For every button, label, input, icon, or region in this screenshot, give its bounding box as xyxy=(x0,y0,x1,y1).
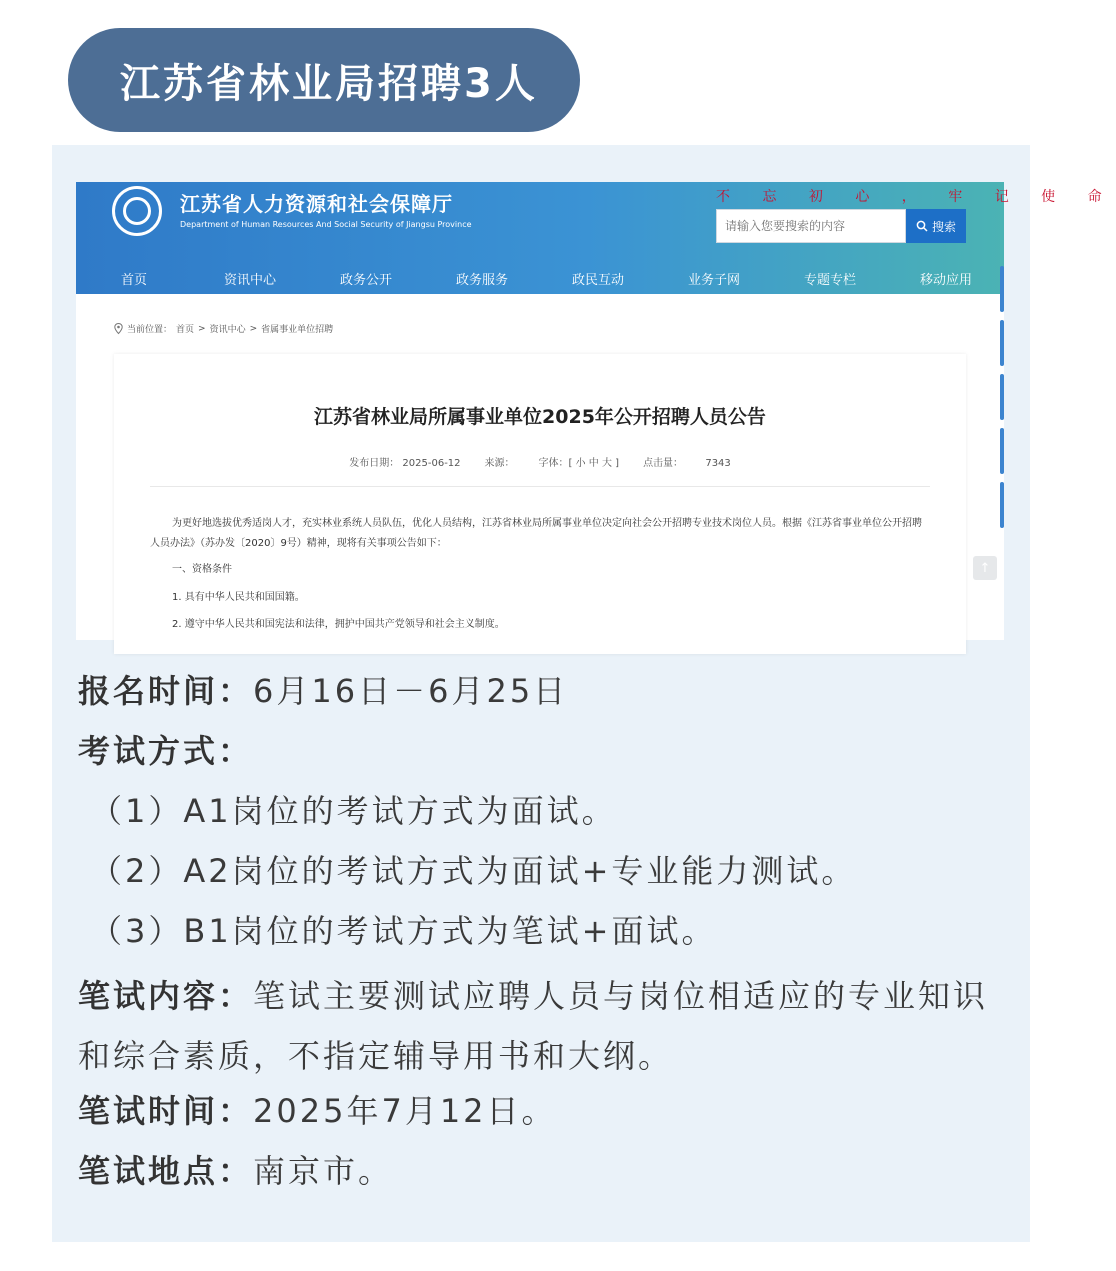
breadcrumb-label: 当前位置： xyxy=(127,325,173,335)
website-screenshot xyxy=(76,182,1116,640)
nav-item-gov-service[interactable]: 政务服务 xyxy=(455,272,508,288)
site-name[interactable]: 江苏省人力资源和社会保障厅 xyxy=(180,192,453,216)
site-header xyxy=(76,182,1116,294)
article-item-1: 1. 具有中华人民共和国国籍。 xyxy=(172,592,305,603)
written-exam-place: 笔试地点：南京市。 xyxy=(78,1152,394,1190)
breadcrumb xyxy=(114,322,333,335)
divider xyxy=(150,486,930,487)
breadcrumb-current[interactable]: 省属事业单位招聘 xyxy=(261,325,334,335)
nav-item-gov-open[interactable]: 政务公开 xyxy=(339,272,392,288)
registration-time: 报名时间：6月16日－6月25日 xyxy=(78,672,569,710)
article-item-2: 2. 遵守中华人民共和国宪法和法律，拥护中国共产党领导和社会主义制度。 xyxy=(172,619,505,630)
breadcrumb-separator: > xyxy=(198,323,206,334)
search-button[interactable] xyxy=(906,209,966,243)
search-input[interactable] xyxy=(716,209,906,243)
exam-method-item: （2）A2岗位的考试方式为面试+专业能力测试。 xyxy=(90,852,857,890)
publish-date: 发布日期： 2025-06-12 xyxy=(349,458,461,469)
side-tabs xyxy=(1000,266,1004,536)
arrow-up-icon: ↑ xyxy=(979,560,991,576)
source: 来源： xyxy=(484,458,515,469)
nav-item-interaction[interactable]: 政民互动 xyxy=(571,272,624,288)
article-meta xyxy=(114,454,966,469)
article-intro: 为更好地选拔优秀适岗人才，充实林业系统人员队伍，优化人员结构，江苏省林业局所属事业单位决定向社会公开招聘专业技术岗位人员。根据《江苏省事业单位公开招聘人员办法》（苏办发〔2020〕9号）精神，现将有关事项公告如下： xyxy=(150,518,922,549)
side-tab[interactable] xyxy=(1000,482,1004,528)
main-nav xyxy=(76,262,1004,294)
site-logo-icon[interactable] xyxy=(112,186,162,236)
exam-method-label: 考试方式： xyxy=(78,732,254,770)
article xyxy=(114,354,966,654)
exam-method-item: （3）B1岗位的考试方式为笔试+面试。 xyxy=(90,912,717,950)
side-tab[interactable] xyxy=(1000,320,1004,366)
side-tab[interactable] xyxy=(1000,374,1004,420)
breadcrumb-home[interactable]: 首页 xyxy=(176,325,195,335)
exam-method-item: （1）A1岗位的考试方式为面试。 xyxy=(90,792,617,830)
article-title: 江苏省林业局所属事业单位2025年公开招聘人员公告 xyxy=(314,406,766,428)
nav-item-mobile[interactable]: 移动应用 xyxy=(919,272,972,288)
details xyxy=(78,666,1008,1206)
nav-item-news[interactable]: 资讯中心 xyxy=(223,272,276,288)
written-exam-content: 笔试内容：笔试主要测试应聘人员与岗位相适应的专业知识和综合素质，不指定辅导用书和大纲。 xyxy=(78,977,989,1075)
location-pin-icon xyxy=(114,323,123,334)
click-count: 点击量： 7343 xyxy=(643,458,731,469)
nav-item-subsites[interactable]: 业务子网 xyxy=(687,272,740,288)
nav-item-home[interactable]: 首页 xyxy=(120,272,147,288)
search-button-label: 搜索 xyxy=(931,219,956,234)
side-tab[interactable] xyxy=(1000,428,1004,474)
side-tab[interactable] xyxy=(1000,266,1004,312)
post-title-pill xyxy=(68,28,580,132)
nav-item-topics[interactable]: 专题专栏 xyxy=(803,272,856,288)
slogan: 不 忘 初 心 ， 牢 记 使 命 xyxy=(716,189,1116,205)
site-name-en: Department of Human Resources And Social Security of Jiangsu Province xyxy=(180,220,472,229)
back-to-top-button[interactable] xyxy=(973,556,997,580)
font-size-switch[interactable]: 字体：[ 小 中 大 ] xyxy=(538,458,620,469)
written-exam-time: 笔试时间：2025年7月12日。 xyxy=(78,1092,557,1130)
breadcrumb-separator: > xyxy=(249,323,258,334)
post-title: 江苏省林业局招聘3人 xyxy=(120,60,538,107)
breadcrumb-news[interactable]: 资讯中心 xyxy=(209,325,246,335)
search-icon xyxy=(916,220,928,232)
article-section-1: 一、资格条件 xyxy=(172,564,232,575)
